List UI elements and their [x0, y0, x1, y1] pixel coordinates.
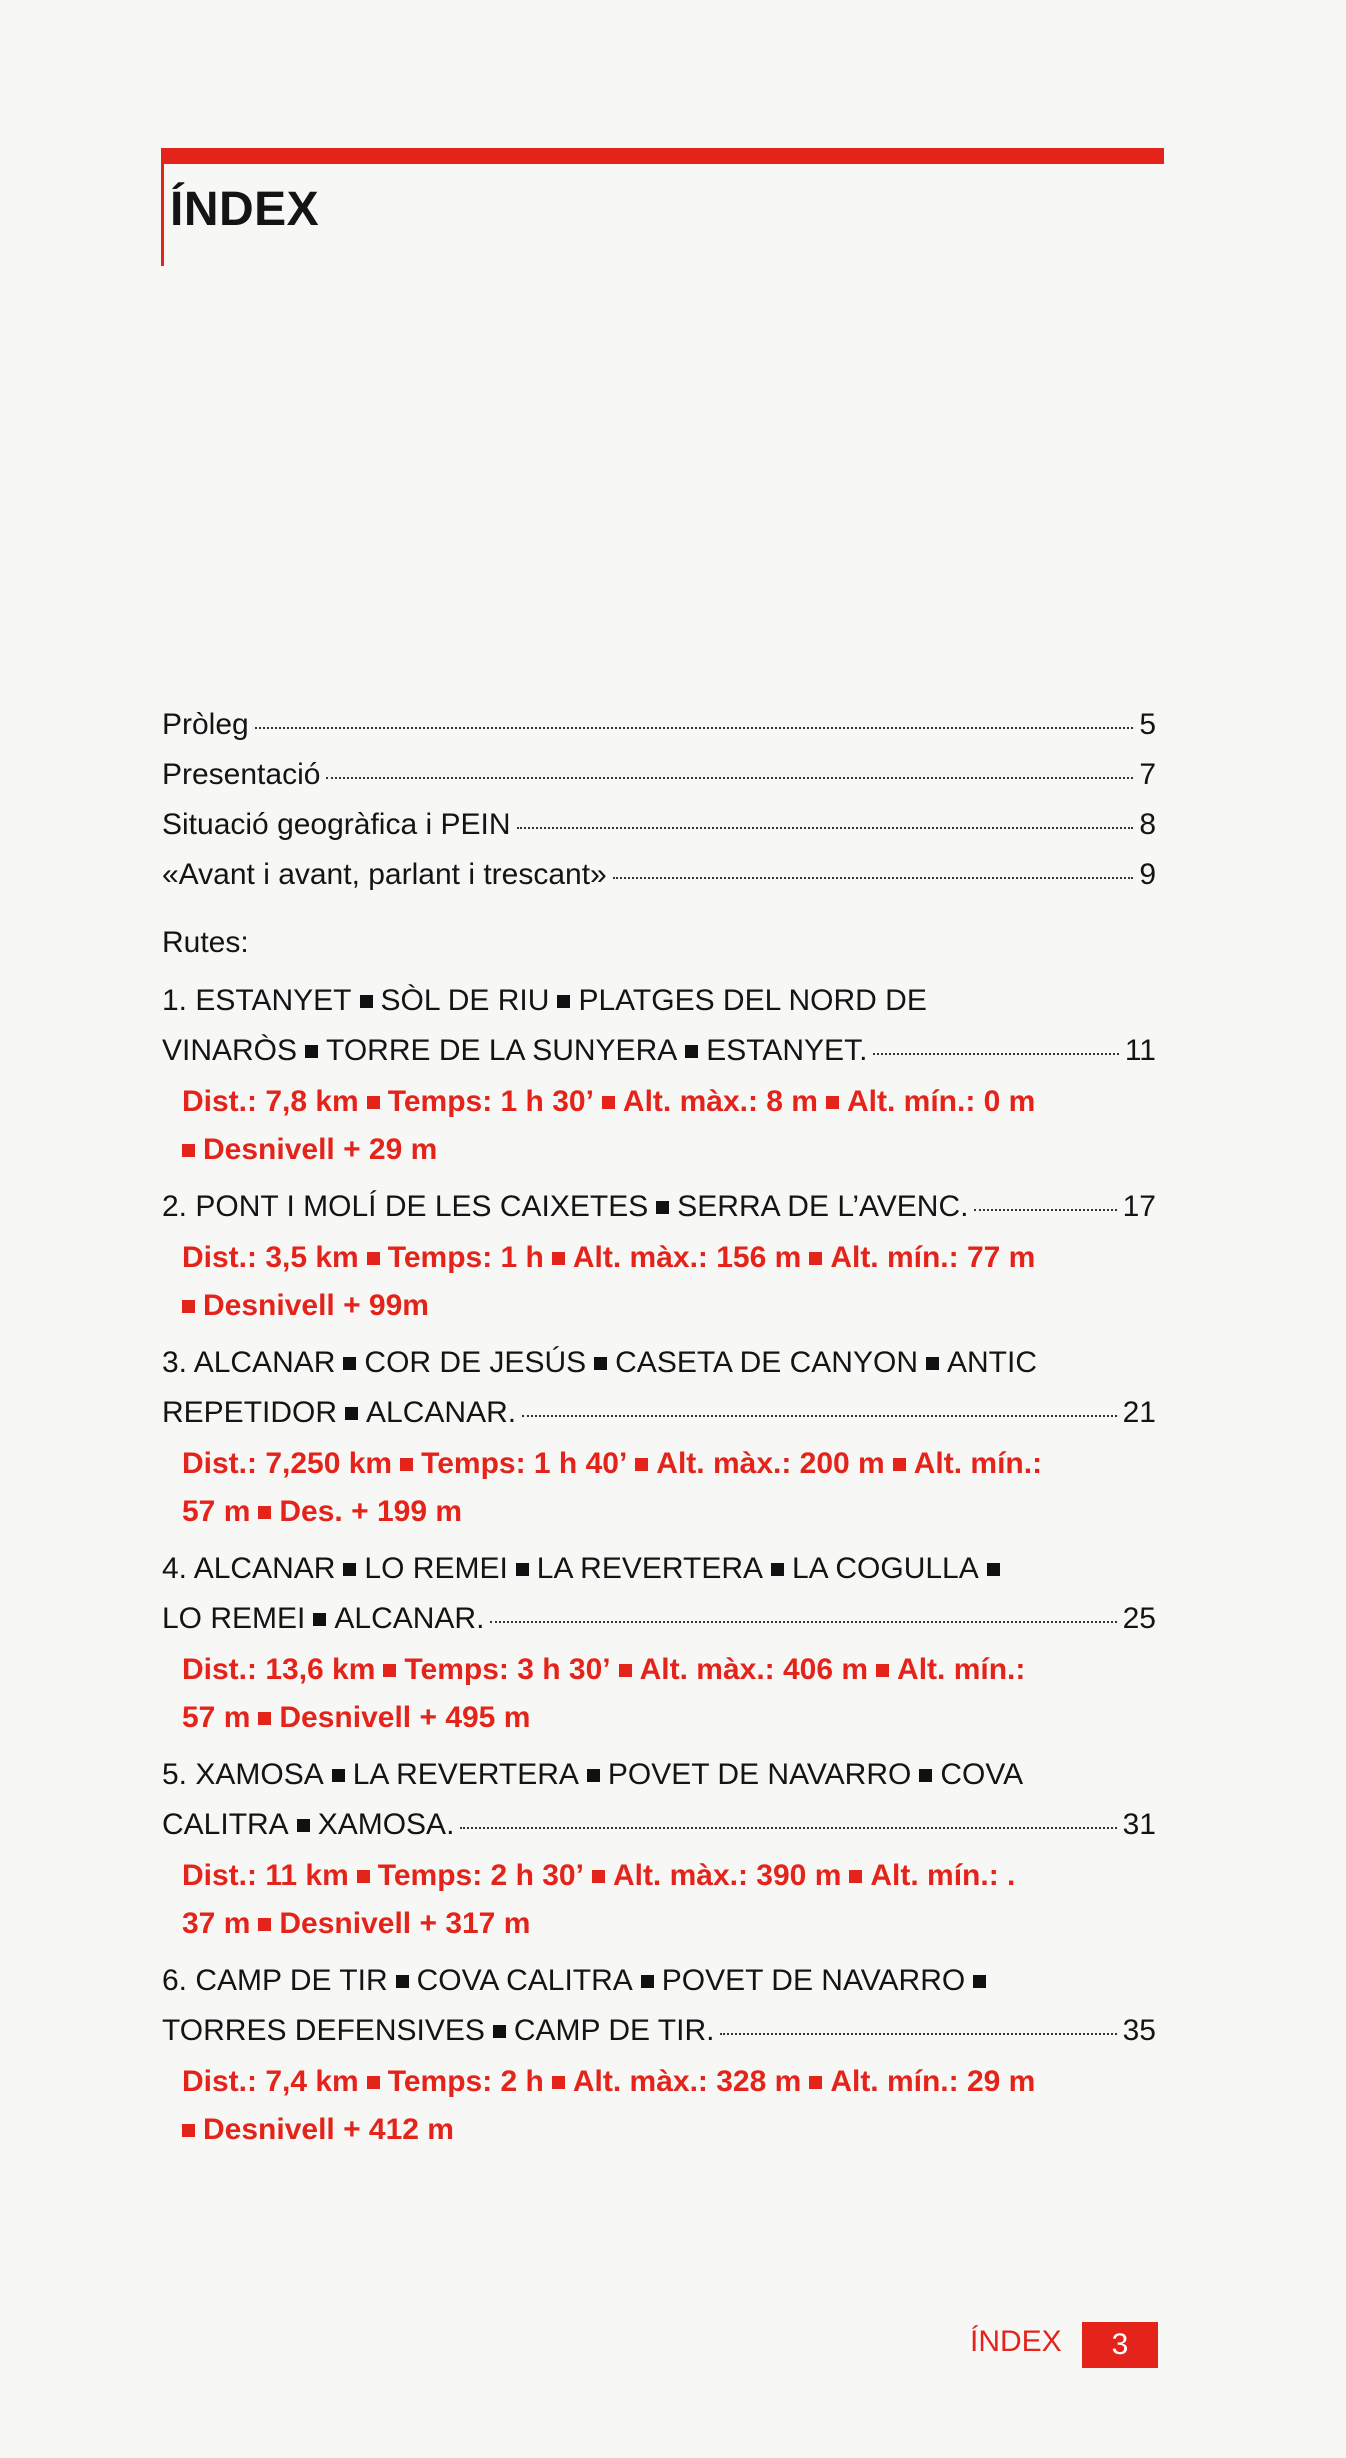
- route-stop: TORRE DE LA SUNYERA: [326, 1034, 678, 1067]
- route-stop: PLATGES DEL NORD DE: [578, 984, 927, 1017]
- stat-elevation-gain: Desnivell + 29 m: [203, 1133, 438, 1166]
- route-stats: [162, 1234, 1156, 1330]
- route-stats: [162, 1440, 1156, 1536]
- bullet-square-icon: [809, 2076, 822, 2089]
- route-title-text: [162, 1800, 454, 1850]
- bullet-square-icon: [182, 2124, 195, 2137]
- stat-distance: Dist.: 7,4 km: [182, 2065, 359, 2098]
- stat-max-altitude: Alt. màx.: 156 m: [572, 1241, 802, 1274]
- bullet-square-icon: [182, 1144, 195, 1157]
- route-stop: LO REMEI: [364, 1552, 508, 1585]
- route-stop: SÒL DE RIU: [380, 984, 550, 1017]
- route-page: 25: [1122, 1602, 1156, 1635]
- stat-elevation-gain: Desnivell + 99m: [203, 1289, 429, 1322]
- route-stop: ESTANYET.: [706, 1034, 868, 1067]
- title-left-rule: [161, 148, 164, 266]
- dot-leader: [613, 877, 1134, 879]
- toc-entry-page: 8: [1139, 808, 1156, 841]
- bullet-square-icon: [383, 1664, 396, 1677]
- bullet-square-icon: [357, 1870, 370, 1883]
- bullet-square-icon: [343, 1357, 356, 1370]
- route-stats: [162, 2058, 1156, 2154]
- bullet-square-icon: [919, 1769, 932, 1782]
- bullet-square-icon: [592, 1870, 605, 1883]
- route-stop: CALITRA: [162, 1808, 289, 1841]
- bullet-square-icon: [400, 1458, 413, 1471]
- route-stop: LA REVERTERA: [536, 1552, 763, 1585]
- route-stop: POVET DE NAVARRO: [661, 1964, 966, 1997]
- route-title-text: [162, 1026, 867, 1076]
- bullet-square-icon: [973, 1975, 986, 1988]
- toc-entry-label: «Avant i avant, parlant i trescant»: [162, 858, 607, 891]
- route-page: 31: [1122, 1808, 1156, 1841]
- bullet-square-icon: [602, 1096, 615, 1109]
- bullet-square-icon: [345, 1407, 358, 1420]
- bullet-square-icon: [656, 1201, 669, 1214]
- bullet-square-icon: [641, 1975, 654, 1988]
- bullet-square-icon: [516, 1563, 529, 1576]
- stat-distance: Dist.: 7,8 km: [182, 1085, 359, 1118]
- dot-leader: [873, 1053, 1118, 1055]
- route-entry-2: [162, 1182, 1156, 1330]
- dot-leader: [460, 1827, 1116, 1829]
- bullet-square-icon: [771, 1563, 784, 1576]
- route-entry-4: [162, 1544, 1156, 1742]
- route-title-line: [162, 1800, 1156, 1850]
- bullet-square-icon: [258, 1918, 271, 1931]
- route-title-line: [162, 1544, 1156, 1594]
- stat-min-altitude-value: 57 m: [182, 1495, 251, 1528]
- route-title-line: [162, 976, 1156, 1026]
- bullet-square-icon: [493, 2025, 506, 2038]
- title-top-rule: [161, 148, 1164, 164]
- toc-entry-page: 7: [1139, 758, 1156, 791]
- route-title-text: [162, 1182, 968, 1232]
- toc-entry-presentacio: [162, 750, 1156, 800]
- stat-max-altitude: Alt. màx.: 406 m: [639, 1653, 869, 1686]
- route-stop: 2. PONT I MOLÍ DE LES CAIXETES: [162, 1190, 649, 1223]
- stat-min-altitude: Alt. mín.:: [913, 1447, 1043, 1480]
- bullet-square-icon: [876, 1664, 889, 1677]
- route-title-line: [162, 1388, 1156, 1438]
- toc-entry-avant: [162, 850, 1156, 900]
- stat-min-altitude: Alt. mín.: 29 m: [830, 2065, 1036, 2098]
- stat-min-altitude: Alt. mín.: .: [870, 1859, 1016, 1892]
- stat-elevation-gain: Desnivell + 412 m: [203, 2113, 454, 2146]
- stat-max-altitude: Alt. màx.: 328 m: [572, 2065, 802, 2098]
- dot-leader: [974, 1209, 1116, 1211]
- route-title-text: [162, 2006, 714, 2056]
- dot-leader: [255, 727, 1134, 729]
- page-title: ÍNDEX: [170, 183, 320, 236]
- bullet-square-icon: [619, 1664, 632, 1677]
- toc-entry-page: 5: [1139, 708, 1156, 741]
- bullet-square-icon: [258, 1506, 271, 1519]
- stat-time: Temps: 1 h 30’: [387, 1085, 594, 1118]
- route-stop: ALCANAR.: [334, 1602, 485, 1635]
- route-title-line: [162, 1026, 1156, 1076]
- bullet-square-icon: [849, 1870, 862, 1883]
- route-title-text: [162, 1388, 516, 1438]
- route-entry-5: [162, 1750, 1156, 1948]
- route-page: 11: [1124, 1034, 1156, 1067]
- route-stats: [162, 1078, 1156, 1174]
- stat-distance: Dist.: 7,250 km: [182, 1447, 393, 1480]
- route-stats: [162, 1646, 1156, 1742]
- toc-entry-situacio: [162, 800, 1156, 850]
- stat-elevation-gain: Desnivell + 317 m: [279, 1907, 531, 1940]
- route-title-line: [162, 1594, 1156, 1644]
- stat-elevation-gain: Des. + 199 m: [279, 1495, 463, 1528]
- route-stop: 3. ALCANAR: [162, 1346, 336, 1379]
- stat-min-altitude: Alt. mín.: 77 m: [830, 1241, 1036, 1274]
- bullet-square-icon: [557, 995, 570, 1008]
- route-title-line: [162, 1750, 1156, 1800]
- stat-distance: Dist.: 11 km: [182, 1859, 349, 1892]
- route-stop: ALCANAR.: [366, 1396, 517, 1429]
- route-entry-3: [162, 1338, 1156, 1536]
- route-stop: COVA: [940, 1758, 1024, 1791]
- stat-elevation-gain: Desnivell + 495 m: [279, 1701, 531, 1734]
- bullet-square-icon: [396, 1975, 409, 1988]
- stat-time: Temps: 2 h 30’: [377, 1859, 584, 1892]
- route-entry-6: [162, 1956, 1156, 2154]
- route-stop: XAMOSA.: [317, 1808, 455, 1841]
- route-title-line: [162, 1182, 1156, 1232]
- stat-min-altitude-value: 37 m: [182, 1907, 251, 1940]
- dot-leader: [326, 777, 1133, 779]
- route-stop: TORRES DEFENSIVES: [162, 2014, 485, 2047]
- toc-entry-proleg: [162, 700, 1156, 750]
- toc-entry-label: Pròleg: [162, 708, 249, 741]
- stat-time: Temps: 1 h: [387, 1241, 544, 1274]
- route-stats: [162, 1852, 1156, 1948]
- route-stop: 4. ALCANAR: [162, 1552, 336, 1585]
- bullet-square-icon: [987, 1563, 1000, 1576]
- route-stop: CASETA DE CANYON: [615, 1346, 918, 1379]
- dot-leader: [517, 827, 1134, 829]
- route-stop: LA COGULLA: [792, 1552, 979, 1585]
- route-stop: CAMP DE TIR.: [513, 2014, 715, 2047]
- bullet-square-icon: [258, 1712, 271, 1725]
- bullet-square-icon: [587, 1769, 600, 1782]
- route-page: 35: [1122, 2014, 1156, 2047]
- bullet-square-icon: [685, 1045, 698, 1058]
- bullet-square-icon: [297, 1819, 310, 1832]
- route-page: 21: [1122, 1396, 1156, 1429]
- route-title-line: [162, 1956, 1156, 2006]
- table-of-contents: [162, 700, 1156, 2160]
- bullet-square-icon: [360, 995, 373, 1008]
- bullet-square-icon: [552, 1252, 565, 1265]
- bullet-square-icon: [182, 1300, 195, 1313]
- bullet-square-icon: [552, 2076, 565, 2089]
- route-stop: COVA CALITRA: [416, 1964, 633, 1997]
- bullet-square-icon: [367, 2076, 380, 2089]
- bullet-square-icon: [809, 1252, 822, 1265]
- route-entry-1: [162, 976, 1156, 1174]
- bullet-square-icon: [594, 1357, 607, 1370]
- bullet-square-icon: [332, 1769, 345, 1782]
- toc-entry-label: Presentació: [162, 758, 321, 791]
- route-stop: SERRA DE L’AVENC.: [677, 1190, 969, 1223]
- bullet-square-icon: [343, 1563, 356, 1576]
- bullet-square-icon: [305, 1045, 318, 1058]
- footer-section-label: ÍNDEX: [970, 2325, 1062, 2358]
- bullet-square-icon: [367, 1252, 380, 1265]
- route-stop: 6. CAMP DE TIR: [162, 1964, 388, 1997]
- stat-min-altitude: Alt. mín.:: [897, 1653, 1026, 1686]
- route-stop: 5. XAMOSA: [162, 1758, 324, 1791]
- dot-leader: [720, 2033, 1116, 2035]
- stat-time: Temps: 2 h: [387, 2065, 544, 2098]
- route-stop: LA REVERTERA: [352, 1758, 579, 1791]
- stat-max-altitude: Alt. màx.: 390 m: [612, 1859, 842, 1892]
- toc-entry-page: 9: [1139, 858, 1156, 891]
- route-stop: 1. ESTANYET: [162, 984, 352, 1017]
- stat-time: Temps: 3 h 30’: [404, 1653, 611, 1686]
- rutes-heading: Rutes:: [162, 926, 249, 959]
- front-matter-list: [162, 700, 1156, 900]
- route-stop: REPETIDOR: [162, 1396, 338, 1429]
- bullet-square-icon: [893, 1458, 906, 1471]
- stat-distance: Dist.: 3,5 km: [182, 1241, 359, 1274]
- bullet-square-icon: [367, 1096, 380, 1109]
- stat-max-altitude: Alt. màx.: 200 m: [656, 1447, 885, 1480]
- route-stop: ANTIC: [946, 1346, 1037, 1379]
- route-stop: VINARÒS: [162, 1034, 298, 1067]
- stat-min-altitude-value: 57 m: [182, 1701, 251, 1734]
- bullet-square-icon: [635, 1458, 648, 1471]
- route-title-line: [162, 2006, 1156, 2056]
- route-title-text: [162, 1594, 484, 1644]
- route-stop: COR DE JESÚS: [364, 1346, 587, 1379]
- route-stop: LO REMEI: [162, 1602, 306, 1635]
- bullet-square-icon: [826, 1096, 839, 1109]
- bullet-square-icon: [313, 1613, 326, 1626]
- bullet-square-icon: [926, 1357, 939, 1370]
- dot-leader: [490, 1621, 1116, 1623]
- dot-leader: [522, 1415, 1117, 1417]
- route-page: 17: [1122, 1190, 1156, 1223]
- page-number-badge: 3: [1082, 2322, 1158, 2368]
- stat-min-altitude: Alt. mín.: 0 m: [846, 1085, 1036, 1118]
- stat-time: Temps: 1 h 40’: [421, 1447, 628, 1480]
- stat-max-altitude: Alt. màx.: 8 m: [622, 1085, 818, 1118]
- stat-distance: Dist.: 13,6 km: [182, 1653, 376, 1686]
- toc-entry-label: Situació geogràfica i PEIN: [162, 808, 511, 841]
- route-stop: POVET DE NAVARRO: [607, 1758, 912, 1791]
- route-title-line: [162, 1338, 1156, 1388]
